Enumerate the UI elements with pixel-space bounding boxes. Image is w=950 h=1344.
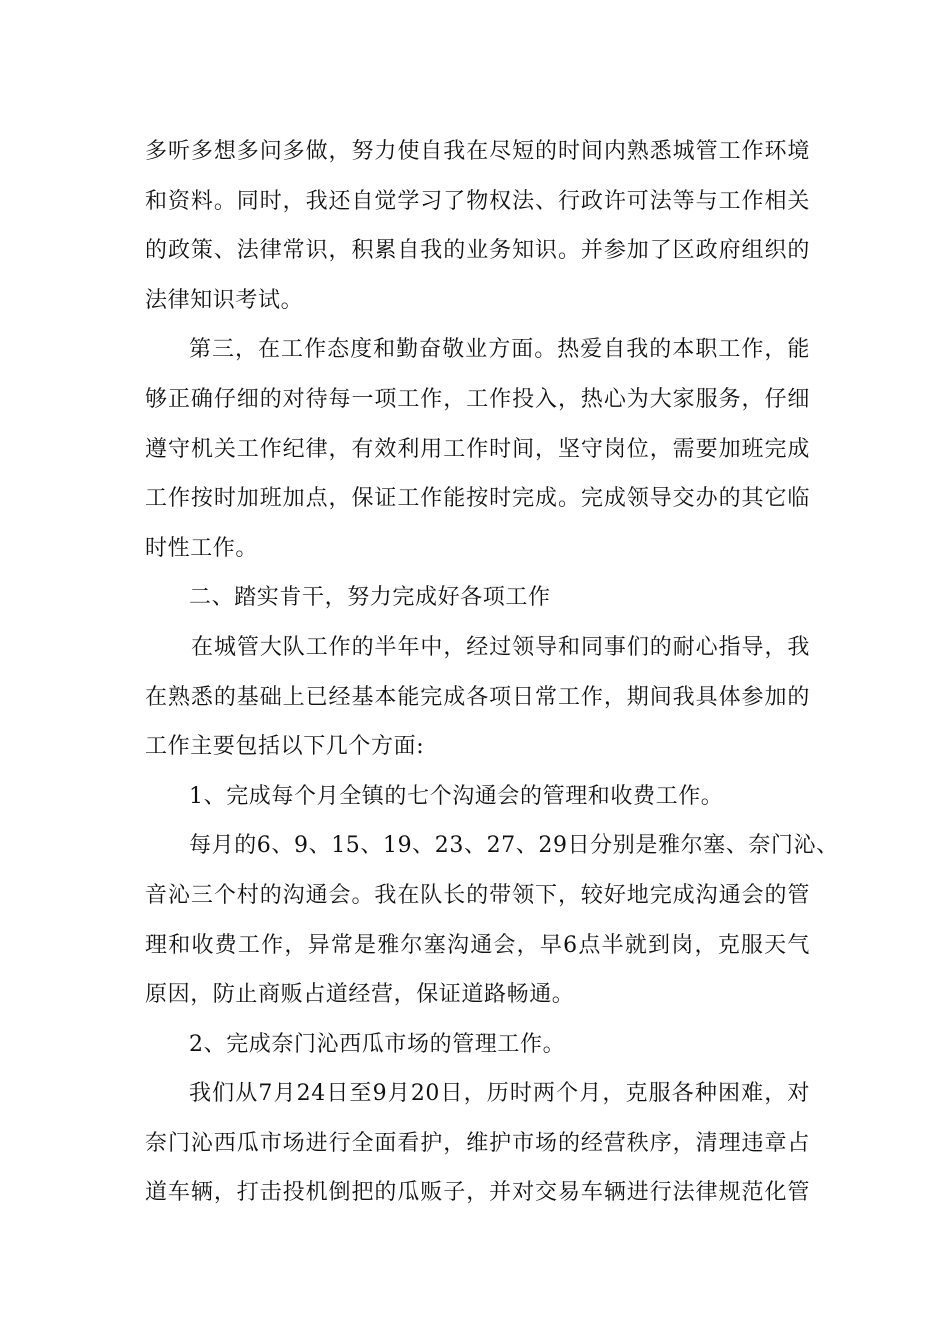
text-line: 工作按时加班加点，保证工作能按时完成。完成领导交办的其它临 bbox=[145, 486, 810, 512]
text-line: 理和收费工作，异常是雅尔塞沟通会，早6点半就到岗，克服天气 bbox=[145, 932, 810, 958]
text-line: 工作主要包括以下几个方面: bbox=[145, 734, 425, 760]
paragraph-first-line: 我们从7月24日至9月20日，历时两个月，克服各种困难，对 bbox=[189, 1081, 810, 1107]
text-line: 遵守机关工作纪律，有效利用工作时间，坚守岗位，需要加班完成 bbox=[145, 436, 810, 462]
text-line: 的政策、法律常识，积累自我的业务知识。并参加了区政府组织的 bbox=[145, 238, 810, 264]
text-line: 多听多想多问多做，努力使自我在尽短的时间内熟悉城管工作环境 bbox=[145, 139, 810, 164]
text-line: 原因，防止商贩占道经营，保证道路畅通。 bbox=[145, 982, 575, 1008]
text-line: 道车辆，打击投机倒把的瓜贩子，并对交易车辆进行法律规范化管 bbox=[145, 1180, 810, 1206]
section-heading: 二、踏实肯干，努力完成好各项工作 bbox=[189, 585, 551, 611]
text-line: 法律知识考试。 bbox=[145, 287, 304, 313]
list-item-heading: 1、完成每个月全镇的七个沟通会的管理和收费工作。 bbox=[189, 783, 724, 809]
text-line: 在熟悉的基础上已经基本能完成各项日常工作，期间我具体参加的 bbox=[145, 684, 810, 710]
text-line: 和资料。同时，我还自觉学习了物权法、行政许可法等与工作相关 bbox=[145, 188, 810, 214]
paragraph-first-line: 第三，在工作态度和勤奋敬业方面。热爱自我的本职工作，能 bbox=[189, 337, 810, 363]
text-line: 音沁三个村的沟通会。我在队长的带领下，较好地完成沟通会的管 bbox=[145, 882, 810, 908]
document-body bbox=[145, 127, 839, 1218]
text-line: 奈门沁西瓜市场进行全面看护，维护市场的经营秩序，清理违章占 bbox=[145, 1130, 810, 1156]
text-line: 时性工作。 bbox=[145, 535, 259, 561]
paragraph-first-line: 每月的6、9、15、19、23、27、29日分别是雅尔塞、奈门沁、 bbox=[189, 833, 839, 859]
paragraph-first-line: 在城管大队工作的半年中，经过领导和同事们的耐心指导，我 bbox=[191, 634, 810, 660]
list-item-heading: 2、完成奈门沁西瓜市场的管理工作。 bbox=[189, 1031, 566, 1057]
text-line: 够正确仔细的对待每一项工作，工作投入，热心为大家服务，仔细 bbox=[145, 386, 810, 412]
